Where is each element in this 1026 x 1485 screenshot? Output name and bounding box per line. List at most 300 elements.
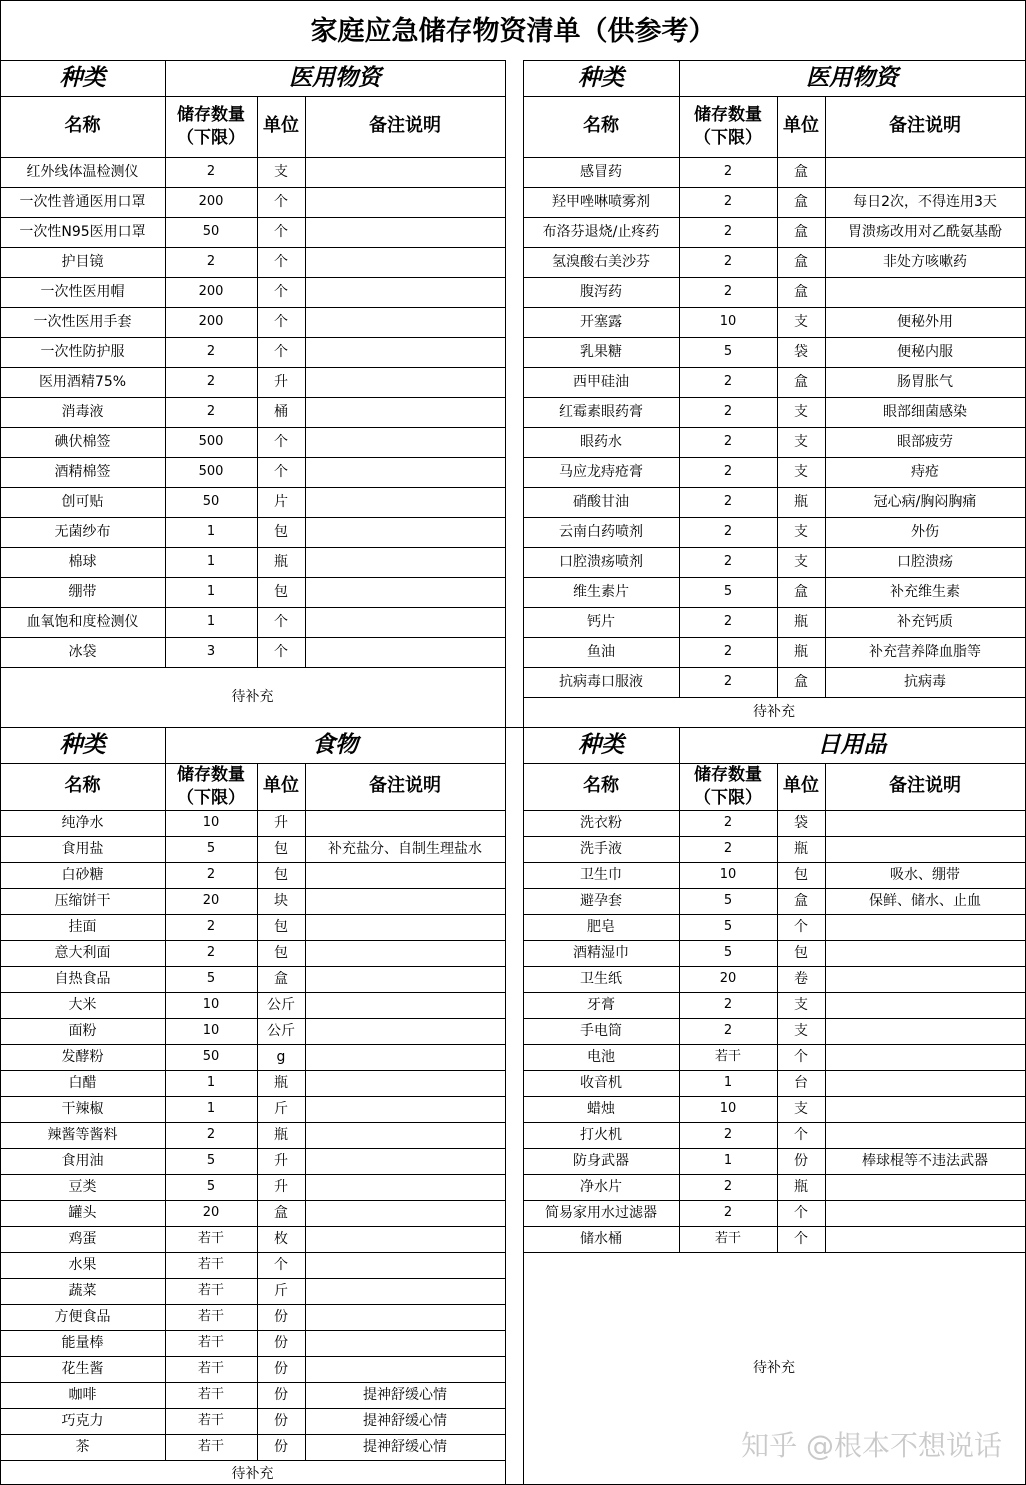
item-unit: 支 bbox=[794, 553, 808, 570]
column-line bbox=[165, 727, 166, 1461]
frame-line bbox=[0, 0, 1026, 1]
item-name: 一次性医用手套 bbox=[33, 313, 132, 330]
item-note bbox=[825, 1096, 1025, 1122]
item-unit: 斤 bbox=[274, 1282, 288, 1299]
item-name: 洗手液 bbox=[580, 840, 622, 857]
item-note bbox=[825, 1200, 1025, 1226]
item-name: 简易家用水过滤器 bbox=[545, 1204, 657, 1221]
column-header-unit: 单位 bbox=[263, 775, 299, 797]
item-name: 绷带 bbox=[68, 583, 97, 600]
column-header-note: 备注说明 bbox=[369, 115, 441, 137]
item-name: 大米 bbox=[68, 996, 97, 1013]
item-quantity: 1 bbox=[206, 583, 216, 599]
item-name: 乳果糖 bbox=[580, 343, 622, 360]
item-quantity: 5 bbox=[723, 343, 733, 359]
item-name: 意大利面 bbox=[54, 944, 111, 961]
item-note: 补充盐分、自制生理盐水 bbox=[328, 840, 482, 857]
frame-line bbox=[523, 60, 524, 1485]
item-name: 辣酱等酱料 bbox=[47, 1126, 118, 1143]
item-unit: 瓶 bbox=[794, 493, 808, 510]
item-name: 牙膏 bbox=[587, 996, 615, 1013]
item-quantity: 20 bbox=[202, 1204, 220, 1220]
item-quantity: 2 bbox=[723, 613, 733, 629]
item-note: 补充钙质 bbox=[897, 613, 953, 630]
item-name: 鱼油 bbox=[587, 643, 615, 660]
item-quantity: 1 bbox=[723, 1074, 733, 1090]
column-header-quantity bbox=[165, 96, 257, 157]
item-note bbox=[825, 157, 1025, 187]
item-note bbox=[305, 427, 505, 457]
item-name: 布洛芬退烧/止疼药 bbox=[542, 223, 660, 240]
item-quantity: 50 bbox=[202, 493, 220, 509]
item-note bbox=[305, 1226, 505, 1252]
header-line bbox=[0, 96, 506, 97]
frame-line bbox=[505, 60, 506, 1485]
column-header-unit: 单位 bbox=[783, 115, 819, 137]
item-note bbox=[305, 457, 505, 487]
item-name: 碘伏棉签 bbox=[54, 433, 111, 450]
item-quantity: 2 bbox=[723, 283, 733, 299]
item-quantity: 2 bbox=[723, 253, 733, 269]
item-unit: 瓶 bbox=[274, 1126, 288, 1143]
item-quantity: 若干 bbox=[714, 1230, 741, 1246]
item-quantity: 5 bbox=[206, 1152, 216, 1168]
column-header-quantity-line: 储存数量 bbox=[177, 105, 245, 126]
item-quantity: 10 bbox=[719, 1100, 737, 1116]
item-note bbox=[305, 1304, 505, 1330]
item-name: 压缩饼干 bbox=[54, 892, 111, 909]
item-unit: 公斤 bbox=[267, 996, 295, 1013]
item-unit: 支 bbox=[794, 523, 808, 540]
item-unit: 份 bbox=[274, 1308, 288, 1325]
column-line bbox=[257, 96, 258, 668]
column-header-quantity bbox=[165, 763, 257, 810]
item-unit: 个 bbox=[794, 918, 808, 935]
item-quantity: 2 bbox=[206, 163, 216, 179]
item-note bbox=[305, 607, 505, 637]
column-header-unit: 单位 bbox=[263, 115, 299, 137]
item-note: 补充维生素 bbox=[890, 583, 960, 600]
item-name: 水果 bbox=[68, 1256, 97, 1273]
header-line bbox=[523, 96, 1026, 97]
item-name: 储水桶 bbox=[580, 1230, 622, 1247]
item-quantity: 2 bbox=[723, 1178, 733, 1194]
pending-note: 待补充 bbox=[753, 1359, 795, 1376]
item-note: 痔疮 bbox=[911, 463, 939, 480]
item-note bbox=[305, 577, 505, 607]
item-name: 干辣椒 bbox=[61, 1100, 104, 1117]
item-name: 感冒药 bbox=[580, 163, 622, 180]
item-note bbox=[825, 836, 1025, 862]
item-name: 羟甲唑啉喷雾剂 bbox=[552, 193, 650, 210]
item-unit: 升 bbox=[274, 1178, 288, 1195]
item-quantity: 2 bbox=[206, 343, 216, 359]
item-note bbox=[305, 487, 505, 517]
item-quantity: 2 bbox=[206, 918, 216, 934]
item-name: 食用油 bbox=[61, 1152, 104, 1169]
item-quantity: 若干 bbox=[197, 1334, 224, 1350]
item-note bbox=[305, 914, 505, 940]
item-quantity: 1 bbox=[206, 523, 216, 539]
category-title: 医用物资 bbox=[289, 63, 381, 91]
column-header-name: 名称 bbox=[583, 115, 619, 137]
item-name: 一次性医用帽 bbox=[40, 283, 125, 300]
item-quantity: 1 bbox=[206, 553, 216, 569]
column-header-quantity-line: （下限） bbox=[694, 787, 762, 808]
item-unit: 瓶 bbox=[794, 840, 808, 857]
item-quantity: 若干 bbox=[197, 1308, 224, 1324]
item-note bbox=[305, 1200, 505, 1226]
category-title: 日用品 bbox=[817, 730, 887, 758]
column-header-name: 名称 bbox=[64, 775, 101, 797]
item-note: 非处方咳嗽药 bbox=[883, 253, 967, 270]
item-quantity: 2 bbox=[206, 1126, 216, 1142]
item-quantity: 1 bbox=[206, 1074, 216, 1090]
item-unit: g bbox=[276, 1048, 286, 1065]
item-quantity: 200 bbox=[198, 313, 224, 329]
item-quantity: 2 bbox=[206, 944, 216, 960]
item-note bbox=[305, 397, 505, 427]
item-unit: 盒 bbox=[794, 583, 808, 600]
item-name: 棉球 bbox=[68, 553, 97, 570]
item-quantity: 若干 bbox=[197, 1412, 224, 1428]
item-unit: 片 bbox=[274, 493, 288, 510]
item-name: 纯净水 bbox=[61, 814, 104, 831]
item-unit: 包 bbox=[794, 866, 808, 883]
item-name: 咖啡 bbox=[68, 1386, 97, 1403]
item-note bbox=[305, 1018, 505, 1044]
item-quantity: 5 bbox=[723, 918, 733, 934]
item-note bbox=[825, 810, 1025, 836]
item-name: 一次性N95医用口罩 bbox=[19, 223, 146, 240]
item-unit: 个 bbox=[794, 1048, 808, 1065]
item-name: 面粉 bbox=[68, 1022, 97, 1039]
item-quantity: 10 bbox=[202, 996, 220, 1012]
item-name: 白砂糖 bbox=[61, 866, 104, 883]
item-quantity: 2 bbox=[723, 193, 733, 209]
item-note bbox=[825, 1174, 1025, 1200]
item-name: 抗病毒口服液 bbox=[559, 673, 643, 690]
item-note bbox=[305, 1252, 505, 1278]
item-quantity: 2 bbox=[723, 996, 733, 1012]
item-unit: 支 bbox=[794, 1100, 808, 1117]
item-note bbox=[305, 810, 505, 836]
item-unit: 盒 bbox=[274, 1204, 288, 1221]
item-quantity: 5 bbox=[723, 944, 733, 960]
item-name: 创可贴 bbox=[61, 493, 104, 510]
item-note bbox=[305, 1070, 505, 1096]
item-unit: 卷 bbox=[794, 970, 808, 987]
item-quantity: 2 bbox=[723, 814, 733, 830]
kind-label: 种类 bbox=[578, 63, 624, 91]
category-title: 食物 bbox=[312, 730, 358, 758]
item-name: 消毒液 bbox=[61, 403, 104, 420]
item-name: 打火机 bbox=[580, 1126, 622, 1143]
item-note bbox=[305, 307, 505, 337]
item-name: 一次性防护服 bbox=[40, 343, 125, 360]
item-quantity: 50 bbox=[202, 1048, 220, 1064]
item-unit: 包 bbox=[274, 583, 288, 600]
item-unit: 个 bbox=[274, 433, 288, 450]
column-line bbox=[777, 96, 778, 698]
item-note bbox=[305, 1044, 505, 1070]
table-top-line bbox=[0, 60, 506, 61]
item-name: 能量棒 bbox=[61, 1334, 104, 1351]
item-quantity: 2 bbox=[206, 253, 216, 269]
item-name: 肥皂 bbox=[587, 918, 615, 935]
item-name: 红霉素眼药膏 bbox=[559, 403, 643, 420]
page-title: 家庭应急储存物资清单（供参考） bbox=[310, 16, 716, 48]
item-note bbox=[305, 940, 505, 966]
pending-note: 待补充 bbox=[753, 703, 795, 720]
column-line bbox=[257, 763, 258, 1461]
item-quantity: 2 bbox=[723, 1126, 733, 1142]
column-header-quantity-line: 储存数量 bbox=[177, 765, 245, 786]
column-line bbox=[679, 727, 680, 1253]
item-quantity: 200 bbox=[198, 283, 224, 299]
item-quantity: 2 bbox=[206, 373, 216, 389]
item-note: 冠心病/胸闷胸痛 bbox=[873, 493, 977, 510]
item-unit: 支 bbox=[794, 996, 808, 1013]
table-top-line bbox=[523, 60, 1026, 61]
column-header-quantity-line: （下限） bbox=[177, 787, 245, 808]
item-note bbox=[305, 337, 505, 367]
item-quantity: 若干 bbox=[197, 1360, 224, 1376]
item-note: 保鲜、储水、止血 bbox=[869, 892, 981, 909]
column-header-quantity-line: （下限） bbox=[177, 127, 245, 148]
item-name: 罐头 bbox=[68, 1204, 97, 1221]
item-quantity: 2 bbox=[723, 553, 733, 569]
column-header-quantity bbox=[679, 96, 777, 157]
item-note bbox=[305, 277, 505, 307]
item-name: 腹泻药 bbox=[580, 283, 622, 300]
item-unit: 份 bbox=[274, 1412, 288, 1429]
column-header-name: 名称 bbox=[64, 115, 101, 137]
item-name: 手电筒 bbox=[580, 1022, 622, 1039]
item-note bbox=[825, 914, 1025, 940]
column-header-quantity bbox=[679, 763, 777, 810]
item-name: 维生素片 bbox=[573, 583, 629, 600]
table-edge-line bbox=[0, 60, 1, 728]
item-unit: 支 bbox=[794, 313, 808, 330]
item-unit: 盒 bbox=[794, 892, 808, 909]
item-unit: 瓶 bbox=[274, 1074, 288, 1091]
item-unit: 块 bbox=[274, 892, 288, 909]
item-name: 医用酒精75% bbox=[38, 373, 127, 390]
item-note bbox=[305, 1096, 505, 1122]
item-name: 卫生巾 bbox=[580, 866, 622, 883]
item-quantity: 2 bbox=[206, 403, 216, 419]
item-note: 提神舒缓心情 bbox=[363, 1412, 447, 1429]
item-name: 氢溴酸右美沙芬 bbox=[552, 253, 650, 270]
item-unit: 个 bbox=[274, 253, 288, 270]
item-unit: 枚 bbox=[274, 1230, 288, 1247]
item-quantity: 若干 bbox=[197, 1282, 224, 1298]
item-name: 口腔溃疡喷剂 bbox=[559, 553, 643, 570]
item-note bbox=[825, 1122, 1025, 1148]
section-divider bbox=[0, 727, 1026, 728]
item-unit: 份 bbox=[274, 1360, 288, 1377]
kind-label: 种类 bbox=[578, 730, 624, 758]
item-note: 外伤 bbox=[911, 523, 939, 540]
item-name: 眼药水 bbox=[580, 433, 622, 450]
header-line bbox=[0, 763, 506, 764]
item-quantity: 5 bbox=[206, 840, 216, 856]
item-unit: 瓶 bbox=[274, 553, 288, 570]
column-header-note: 备注说明 bbox=[889, 775, 961, 797]
item-name: 花生酱 bbox=[61, 1360, 104, 1377]
item-note: 棒球棍等不违法武器 bbox=[862, 1152, 988, 1169]
item-unit: 份 bbox=[274, 1334, 288, 1351]
item-unit: 盒 bbox=[794, 283, 808, 300]
item-name: 食用盐 bbox=[61, 840, 104, 857]
column-header-quantity-line: 储存数量 bbox=[694, 765, 762, 786]
item-unit: 支 bbox=[274, 163, 288, 180]
item-quantity: 5 bbox=[206, 970, 216, 986]
item-unit: 盒 bbox=[794, 163, 808, 180]
column-line bbox=[825, 96, 826, 698]
table-edge-line bbox=[0, 727, 1, 1485]
item-note bbox=[305, 517, 505, 547]
item-note: 吸水、绷带 bbox=[890, 866, 960, 883]
column-header-unit: 单位 bbox=[783, 775, 819, 797]
item-unit: 瓶 bbox=[794, 1178, 808, 1195]
item-name: 避孕套 bbox=[580, 892, 622, 909]
item-name: 白醋 bbox=[68, 1074, 97, 1091]
column-line bbox=[825, 763, 826, 1253]
item-name: 发酵粉 bbox=[61, 1048, 104, 1065]
item-name: 防身武器 bbox=[573, 1152, 629, 1169]
item-unit: 个 bbox=[274, 193, 288, 210]
item-unit: 盒 bbox=[794, 673, 808, 690]
item-quantity: 5 bbox=[723, 583, 733, 599]
item-quantity: 10 bbox=[719, 313, 737, 329]
item-name: 自热食品 bbox=[54, 970, 111, 987]
column-header-name: 名称 bbox=[583, 775, 619, 797]
item-unit: 个 bbox=[794, 1126, 808, 1143]
item-unit: 盒 bbox=[794, 193, 808, 210]
column-line bbox=[305, 96, 306, 668]
item-quantity: 2 bbox=[723, 163, 733, 179]
watermark: 知乎 @根本不想说话 bbox=[741, 1429, 1002, 1462]
item-name: 蜡烛 bbox=[587, 1100, 615, 1117]
item-unit: 升 bbox=[274, 1152, 288, 1169]
item-name: 巧克力 bbox=[61, 1412, 104, 1429]
item-note: 胃溃疡改用对乙酰氨基酚 bbox=[848, 223, 1002, 240]
item-unit: 支 bbox=[794, 433, 808, 450]
item-unit: 个 bbox=[794, 1230, 808, 1247]
item-name: 豆类 bbox=[68, 1178, 97, 1195]
item-note bbox=[305, 1278, 505, 1304]
item-quantity: 500 bbox=[198, 433, 224, 449]
item-quantity: 2 bbox=[723, 1204, 733, 1220]
item-unit: 包 bbox=[794, 944, 808, 961]
item-note bbox=[305, 157, 505, 187]
item-note bbox=[305, 367, 505, 397]
item-unit: 包 bbox=[274, 866, 288, 883]
item-note bbox=[305, 862, 505, 888]
item-quantity: 2 bbox=[206, 866, 216, 882]
item-unit: 个 bbox=[274, 343, 288, 360]
pending-note: 待补充 bbox=[231, 688, 274, 705]
item-unit: 个 bbox=[274, 313, 288, 330]
item-note bbox=[305, 992, 505, 1018]
item-name: 茶 bbox=[75, 1438, 90, 1455]
item-quantity: 200 bbox=[198, 193, 224, 209]
item-name: 方便食品 bbox=[54, 1308, 111, 1325]
item-unit: 瓶 bbox=[794, 643, 808, 660]
item-name: 挂面 bbox=[68, 918, 97, 935]
item-note bbox=[825, 1018, 1025, 1044]
column-line bbox=[679, 60, 680, 698]
item-unit: 个 bbox=[274, 643, 288, 660]
item-quantity: 2 bbox=[723, 673, 733, 689]
item-quantity: 2 bbox=[723, 433, 733, 449]
item-quantity: 20 bbox=[202, 892, 220, 908]
column-header-note: 备注说明 bbox=[369, 775, 441, 797]
item-name: 硝酸甘油 bbox=[573, 493, 629, 510]
item-unit: 袋 bbox=[794, 814, 808, 831]
item-name: 酒精湿巾 bbox=[573, 944, 629, 961]
item-note bbox=[825, 1044, 1025, 1070]
item-quantity: 10 bbox=[202, 814, 220, 830]
item-quantity: 2 bbox=[723, 1022, 733, 1038]
column-header-note: 备注说明 bbox=[889, 115, 961, 137]
item-unit: 包 bbox=[274, 523, 288, 540]
item-quantity: 若干 bbox=[714, 1048, 741, 1064]
item-unit: 份 bbox=[274, 1386, 288, 1403]
item-quantity: 10 bbox=[202, 1022, 220, 1038]
item-unit: 个 bbox=[274, 283, 288, 300]
item-name: 马应龙痔疮膏 bbox=[559, 463, 643, 480]
kind-label: 种类 bbox=[59, 63, 106, 91]
item-quantity: 2 bbox=[723, 223, 733, 239]
item-unit: 支 bbox=[794, 403, 808, 420]
item-quantity: 2 bbox=[723, 373, 733, 389]
item-note bbox=[305, 547, 505, 577]
item-note bbox=[825, 1070, 1025, 1096]
item-quantity: 2 bbox=[723, 523, 733, 539]
frame-line bbox=[0, 0, 1, 61]
item-note bbox=[305, 187, 505, 217]
item-unit: 盒 bbox=[274, 970, 288, 987]
item-unit: 斤 bbox=[274, 1100, 288, 1117]
item-quantity: 3 bbox=[206, 643, 216, 659]
item-unit: 盒 bbox=[794, 373, 808, 390]
item-quantity: 500 bbox=[198, 463, 224, 479]
item-quantity: 1 bbox=[206, 613, 216, 629]
item-unit: 支 bbox=[794, 1022, 808, 1039]
item-unit: 包 bbox=[274, 918, 288, 935]
item-name: 洗衣粉 bbox=[580, 814, 622, 831]
item-name: 收音机 bbox=[580, 1074, 622, 1091]
item-name: 冰袋 bbox=[68, 643, 97, 660]
item-name: 鸡蛋 bbox=[68, 1230, 97, 1247]
item-quantity: 2 bbox=[723, 643, 733, 659]
item-name: 护目镜 bbox=[61, 253, 104, 270]
item-note: 眼部疲劳 bbox=[897, 433, 953, 450]
item-note: 每日2次，不得连用3天 bbox=[853, 193, 997, 210]
item-note bbox=[305, 1174, 505, 1200]
item-unit: 个 bbox=[274, 613, 288, 630]
column-line bbox=[305, 763, 306, 1461]
item-note bbox=[825, 966, 1025, 992]
item-note bbox=[825, 992, 1025, 1018]
item-unit: 份 bbox=[274, 1438, 288, 1455]
item-quantity: 若干 bbox=[197, 1386, 224, 1402]
item-unit: 升 bbox=[274, 814, 288, 831]
item-unit: 份 bbox=[794, 1152, 808, 1169]
